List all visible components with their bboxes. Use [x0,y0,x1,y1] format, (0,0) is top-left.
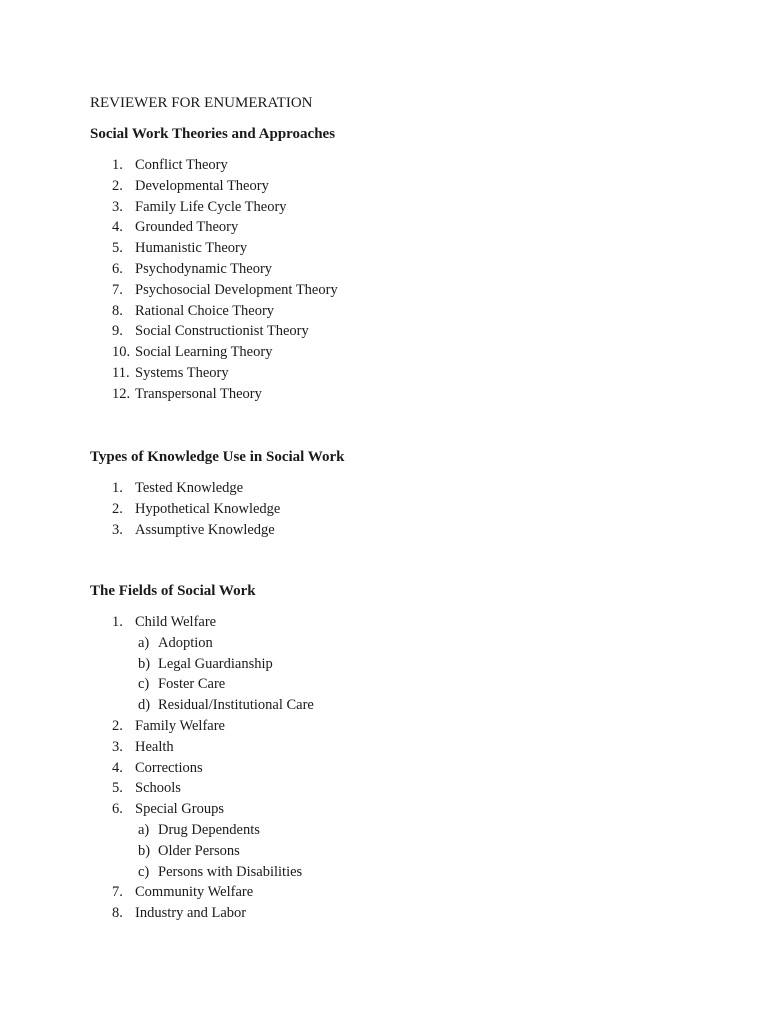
item-text: Residual/Institutional Care [158,697,314,714]
list-item [90,778,690,799]
item-text: Family Welfare [135,717,225,734]
item-text: Persons with Disabilities [158,863,303,880]
item-number: 4. [112,759,123,776]
item-number: 3. [112,198,123,215]
item-text: Assumptive Knowledge [135,521,275,538]
item-number: 2. [112,500,123,517]
item-letter: d) [138,697,151,714]
item-number: 7. [112,281,123,298]
item-text: Health [135,738,174,755]
list-item [90,716,690,737]
item-text: Hypothetical Knowledge [135,500,281,517]
item-number: 1. [112,614,123,630]
item-text: Tested Knowledge [135,480,244,496]
section-heading-fields: The Fields of Social Work [90,583,256,599]
item-number: 5. [112,780,123,797]
item-letter: c) [138,676,150,693]
sub-list-item [90,841,690,862]
item-text: Conflict Theory [135,157,228,173]
list-item [90,363,690,384]
item-text: Foster Care [158,676,226,693]
item-text: Community Welfare [135,884,254,901]
item-text: Legal Guardianship [158,655,273,672]
item-letter: c) [138,863,150,880]
item-number: 10. [112,344,131,361]
item-text: Older Persons [158,842,240,859]
item-text: Family Life Cycle Theory [135,198,287,215]
list-item [90,197,690,218]
list-item [90,499,690,520]
item-number: 9. [112,323,123,340]
item-number: 8. [112,905,123,922]
item-number: 7. [112,884,123,901]
list-item [90,612,690,633]
item-number: 6. [112,801,123,818]
knowledge-list [90,478,690,540]
item-number: 4. [112,219,123,236]
list-item [90,155,690,176]
list-item [90,301,690,322]
item-text: Corrections [135,759,203,776]
item-text: Psychodynamic Theory [135,260,273,277]
item-text: Special Groups [135,801,224,818]
fields-list [90,612,690,924]
item-number: 1. [112,157,123,173]
item-text: Drug Dependents [158,821,260,838]
list-item [90,478,690,499]
item-text: Industry and Labor [135,905,247,922]
sub-list-item [90,695,690,716]
list-item [90,342,690,363]
item-letter: b) [138,655,151,672]
item-number: 1. [112,480,123,496]
list-item [90,737,690,758]
item-number: 3. [112,521,123,538]
document-title: REVIEWER FOR ENUMERATION [90,95,313,111]
sub-list-item [90,820,690,841]
sub-list-item [90,654,690,675]
item-number: 3. [112,738,123,755]
item-text: Rational Choice Theory [135,302,275,319]
item-text: Social Learning Theory [135,344,273,361]
list-item [90,520,690,541]
list-item [90,280,690,301]
item-text: Developmental Theory [135,177,269,194]
item-number: 2. [112,177,123,194]
item-text: Child Welfare [135,614,217,630]
item-number: 8. [112,302,123,319]
item-text: Transpersonal Theory [135,385,262,402]
item-number: 2. [112,717,123,734]
list-item [90,217,690,238]
theories-list [90,155,690,405]
item-text: Humanistic Theory [135,240,248,257]
sub-list-item [90,862,690,883]
section-heading-theories: Social Work Theories and Approaches [90,126,336,142]
section-heading-knowledge: Types of Knowledge Use in Social Work [90,449,345,465]
item-letter: b) [138,842,151,859]
item-number: 5. [112,240,123,257]
item-text: Psychosocial Development Theory [135,281,338,298]
sub-list-item [90,633,690,654]
item-letter: a) [138,634,150,651]
item-number: 12. [112,385,131,402]
list-item [90,799,690,820]
list-item [90,384,690,405]
item-text: Schools [135,780,181,797]
item-text: Social Constructionist Theory [135,323,309,340]
list-item [90,238,690,259]
item-text: Systems Theory [135,364,229,381]
list-item [90,176,690,197]
item-text: Grounded Theory [135,219,239,236]
list-item [90,882,690,903]
item-text: Adoption [158,634,213,651]
list-item [90,259,690,280]
list-item [90,321,690,342]
list-item [90,903,690,924]
item-number: 11. [112,364,130,381]
item-number: 6. [112,260,123,277]
list-item [90,758,690,779]
sub-list-item [90,674,690,695]
item-letter: a) [138,821,150,838]
